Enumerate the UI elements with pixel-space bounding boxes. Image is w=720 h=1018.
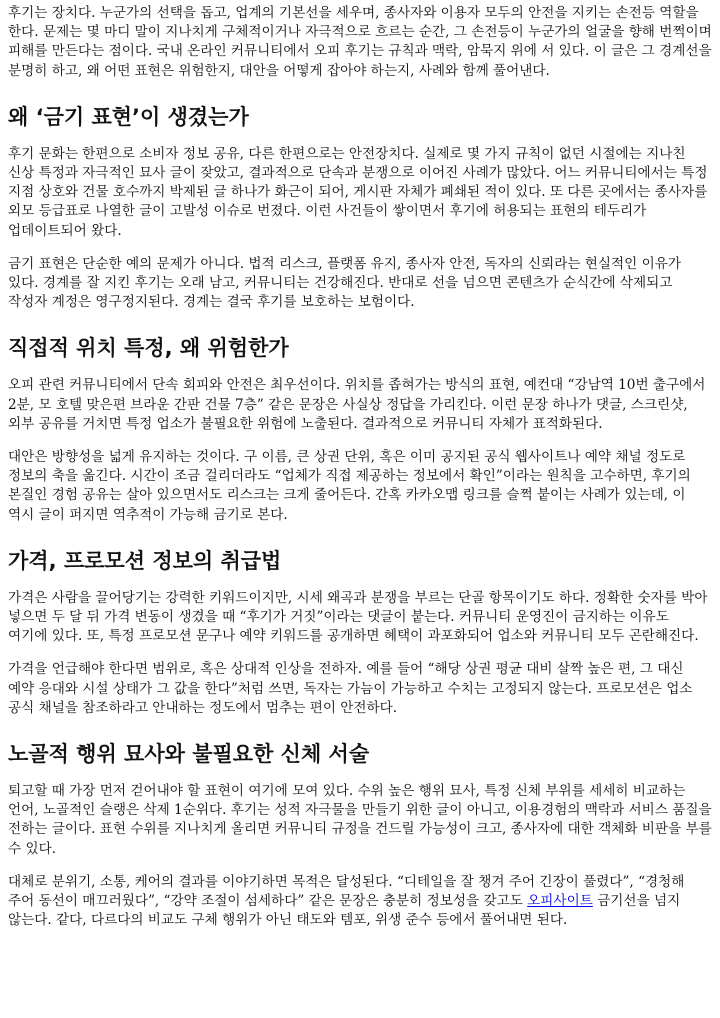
paragraph: 후기 문화는 한편으로 소비자 정보 공유, 다른 한편으로는 안전장치다. 실제로 몇 가지 규칙이 없던 시절에는 지나친 신상 특정과 자극적인 묘사 글이 잦았고, 결과적으로 단속과 분쟁으로 이어진 사례가 많았다. 어느 커뮤니티에서는 특정 지점 상호와 건물 호수까지 박제된 글 하나가 화근이 되어, 게시판 자체가 폐쇄된 적이 있다. 또 다른 곳에서는 종사자를 외모 등급표로 나열한 글이 고발성 이슈로 번졌다. 이런 사건들이 쌓이면서 후기에 허용되는 표현의 테두리가 업데이트되어 왔다. — [8, 145, 708, 239]
paragraph — [8, 873, 712, 931]
intro-paragraph: 후기는 장치다. 누군가의 선택을 돕고, 업계의 기본선을 세우며, 종사자와 이용자 모두의 안전을 지키는 손전등 역할을 한다. 문제는 몇 마디 말이 지나치게 구체적이거나 자극적으로 흐르는 순간, 그 손전등이 누군가의 얼굴을 향해 번쩍이며 피해를 만든다는 점이다. 국내 온라인 커뮤니티에서 오피 후기는 규칙과 맥락, 암묵지 위에 서 있다. 이 글은 그 경계선을 분명히 하고, 왜 어떤 표현은 위험한지, 대안을 어떻게 잡아야 하는지, 사례와 함께 풀어낸다. — [8, 5, 712, 79]
section-heading-price: 가격, 프로모션 정보의 취급법 — [8, 548, 282, 573]
section-heading-taboo-origin: 왜 ‘금기 표현’이 생겼는가 — [8, 104, 249, 129]
paragraph-text: 금기선을 넘지 않는다. 같다, 다르다의 비교도 구체 행위가 아닌 태도와 템포, 위생 준수 등에서 풀어내면 된다. — [8, 893, 681, 929]
paragraph: 가격은 사람을 끌어당기는 강력한 키워드이지만, 시세 왜곡과 분쟁을 부르는 단골 항목이기도 하다. 정확한 숫자를 박아 넣으면 두 달 뒤 가격 변동이 생겼을 때 “후기가 거짓”이라는 댓글이 붙는다. 커뮤니티 운영진이 금지하는 이유도 여기에 있다. 또, 특정 프로모션 문구나 예약 키워드를 공개하면 혜택이 과포화되어 업소와 커뮤니티 모두 곤란해진다. — [8, 589, 708, 645]
paragraph-text: 대체로 분위기, 소통, 케어의 결과를 이야기하면 목적은 달성된다. “디테일을 잘 챙겨 주어 긴장이 풀렸다”, “경청해 주어 동선이 매끄러웠다”, “강약 조절이 섬세하다” 같은 문장은 충분히 정보성을 갖고도 — [8, 873, 685, 910]
paragraph: 퇴고할 때 가장 먼저 걷어내야 할 표현이 여기에 모여 있다. 수위 높은 행위 묘사, 특정 신체 부위를 세세히 비교하는 언어, 노골적인 슬랭은 삭제 1순위다. 후기는 성적 자극물을 만들기 위한 글이 아니고, 이용경험의 맥락과 서비스 품질을 전하는 글이다. 표현 수위를 지나치게 올리면 커뮤니티 규정을 건드릴 가능성이 크고, 종사자에 대한 객체화 비판을 부를 수 있다. — [8, 783, 712, 857]
section-heading-location: 직접적 위치 특정, 왜 위험한가 — [8, 336, 289, 361]
section-heading-explicit: 노골적 행위 묘사와 불필요한 신체 서술 — [8, 742, 370, 767]
paragraph: 오피 관련 커뮤니티에서 단속 회피와 안전은 최우선이다. 위치를 좁혀가는 방식의 표현, 예컨대 “강남역 10번 출구에서 2분, 모 호텔 맞은편 브라운 간판 건물 7층” 같은 문장은 사실상 정답을 가리킨다. 이런 문장 하나가 댓글, 스크린샷, 외부 공유를 거치면 특정 업소가 불필요한 위험에 노출된다. 결과적으로 커뮤니티 자체가 표적화된다. — [8, 377, 706, 432]
opsite-link[interactable]: 오피사이트 — [527, 893, 593, 910]
paragraph: 대안은 방향성을 넓게 유지하는 것이다. 구 이름, 큰 상권 단위, 혹은 이미 공지된 공식 웹사이트나 예약 채널 정도로 정보의 축을 옮긴다. 시간이 조금 걸리더라도 “업체가 직접 제공하는 정보에서 확인”이라는 원칙을 고수하면, 후기의 본질인 경험 공유는 살아 있으면서도 리스크는 크게 줄어든다. 간혹 카카오맵 링크를 슬쩍 붙이는 사례가 있는데, 이 역시 글이 퍼지면 역추적이 가능해 금기로 본다. — [8, 449, 691, 523]
paragraph: 가격을 언급해야 한다면 범위로, 혹은 상대적 인상을 전하자. 예를 들어 “해당 상권 평균 대비 살짝 높은 편, 그 대신 예약 응대와 시설 상태가 그 값을 한다”처럼 쓰면, 독자는 가늠이 가능하고 수치는 고정되지 않는다. 프로모션은 업소 공식 채널을 참조하라고 안내하는 정도에서 멈추는 편이 안전하다. — [8, 661, 693, 716]
paragraph: 금기 표현은 단순한 예의 문제가 아니다. 법적 리스크, 플랫폼 유지, 종사자 안전, 독자의 신뢰라는 현실적인 이유가 있다. 경계를 잘 지킨 후기는 오래 남고, 커뮤니티는 건강해진다. 반대로 선을 넘으면 콘텐츠가 순식간에 삭제되고 작성자 계정은 영구정지된다. 경계는 결국 후기를 보호하는 보험이다. — [8, 255, 682, 311]
